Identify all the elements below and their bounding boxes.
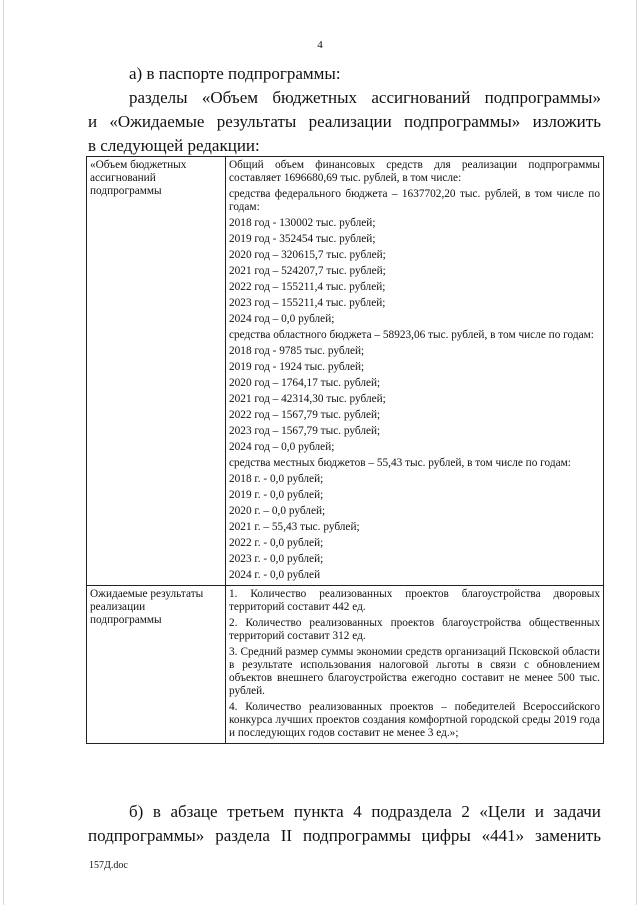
word: ассигнований (371, 88, 471, 107)
word: и (534, 802, 544, 821)
results-value-cell (226, 586, 604, 744)
word: 2 (461, 802, 470, 821)
scan-edge-right (636, 0, 637, 905)
outro-line-last (88, 824, 601, 848)
funding-entry: 2023 год – 1567,79 тыс. рублей; (229, 425, 381, 437)
intro-line-a: а) в паспорте подпрограммы: (129, 64, 341, 83)
page-number: 4 (317, 39, 323, 51)
word: «441» (481, 826, 525, 845)
word: задачи (553, 802, 601, 821)
funding-entry: средства местных бюджетов – 55,43 тыс. рублей, в том числе по годам: (229, 457, 571, 469)
funding-label-line: ассигнований (90, 172, 156, 184)
funding-entry: 2018 год - 130002 тыс. рублей; (229, 217, 376, 229)
passport-table (86, 156, 604, 744)
results-label-line: подпрограммы (90, 614, 162, 626)
funding-entry: 2023 год – 155211,4 тыс. рублей; (229, 297, 386, 309)
outro-line-b (129, 800, 601, 824)
intro-line-edition: в следующей редакции: (88, 136, 260, 155)
funding-entry: 2022 год – 1567,79 тыс. рублей; (229, 409, 381, 421)
table-row-results (87, 586, 604, 744)
word: пункта (293, 802, 344, 821)
results-entry: 1. Количество реализованных проектов благоустройства дворовых территорий составит 442 ед. (229, 588, 600, 613)
funding-entry: 2024 г. - 0,0 рублей (229, 569, 321, 581)
funding-entry: 2021 год – 524207,7 тыс. рублей; (229, 265, 386, 277)
intro-line-razdely (129, 86, 601, 110)
word: цифры (421, 826, 471, 845)
word: подпрограммы» (484, 88, 601, 107)
results-label-line: Ожидаемые результаты (90, 588, 204, 600)
funding-entry: 2019 год - 1924 тыс. рублей; (229, 361, 365, 373)
funding-entry: 2023 г. - 0,0 рублей; (229, 553, 324, 565)
word: в (152, 802, 161, 821)
footer-filename: 157Д.doc (89, 860, 128, 871)
funding-entry: 2018 год - 9785 тыс. рублей; (229, 345, 365, 357)
word: подпрограммы» (88, 826, 205, 845)
word: б) (129, 802, 144, 821)
funding-entry: 2020 г. – 0,0 рублей; (229, 505, 326, 517)
word: разделы (129, 88, 188, 107)
funding-entry: Общий объем финансовых средств для реализации подпрограммы составляет 1696680,69 тыс. рублей, в том числе: (229, 159, 600, 184)
funding-label-cell (87, 157, 226, 586)
word: раздела (215, 826, 270, 845)
word: «Объем (201, 88, 259, 107)
funding-entry: 2019 г. - 0,0 рублей; (229, 489, 324, 501)
word: заменить (535, 826, 601, 845)
results-entry: 2. Количество реализованных проектов благоустройства общественных территорий составит 312 ед. (229, 617, 600, 642)
funding-entry: 2022 г. - 0,0 рублей; (229, 537, 324, 549)
word: бюджетных (272, 88, 358, 107)
funding-value-cell (226, 157, 604, 586)
funding-entry: 2020 год – 1764,17 тыс. рублей; (229, 377, 381, 389)
word: «Цели (479, 802, 526, 821)
table-row-funding (87, 157, 604, 586)
intro-line-i (88, 110, 601, 134)
word: II (280, 826, 293, 845)
results-label-cell (87, 586, 226, 744)
word: и (88, 112, 98, 131)
funding-label-line: подпрограммы (90, 185, 162, 197)
funding-entry: 2022 год – 155211,4 тыс. рублей; (229, 281, 386, 293)
funding-entry: 2020 год – 320615,7 тыс. рублей; (229, 249, 386, 261)
funding-label-line: «Объем бюджетных (90, 159, 187, 171)
results-entry: 3. Средний размер суммы экономии средств организаций Псковской области в результате использования налоговой льготы в связи с обновлением объектов внешнего благоустройства ежегодно составит не менее 500 тыс. рублей. (229, 646, 600, 697)
funding-entry: средства областного бюджета – 58923,06 тыс. рублей, в том числе по годам: (229, 329, 594, 341)
word: изложить (532, 112, 601, 131)
word: результаты (216, 112, 297, 131)
word: «Ожидаемые (109, 112, 205, 131)
word: подпрограммы» (403, 112, 521, 131)
word: реализации (308, 112, 392, 131)
results-label-line: реализации (90, 601, 146, 613)
funding-entry: 2021 год – 42314,30 тыс. рублей; (229, 393, 386, 405)
funding-entry: 2019 год - 352454 тыс. рублей; (229, 233, 376, 245)
word: подпрограммы (302, 826, 411, 845)
funding-entry: 2024 год – 0,0 рублей; (229, 441, 335, 453)
funding-entry: 2021 г. – 55,43 тыс. рублей; (229, 521, 360, 533)
word: третьем (227, 802, 285, 821)
funding-entry: 2018 г. - 0,0 рублей; (229, 473, 324, 485)
word: 4 (353, 802, 362, 821)
funding-entry: 2024 год – 0,0 рублей; (229, 313, 335, 325)
funding-entry: средства федерального бюджета – 1637702,20 тыс. рублей, в том числе по годам: (229, 188, 600, 213)
word: абзаце (170, 802, 218, 821)
results-entry: 4. Количество реализованных проектов – победителей Всероссийского конкурса лучших проектов создания комфортной городской среды 2019 года и последующих годов составит не менее 3 ед.»; (229, 701, 600, 739)
word: подраздела (371, 802, 452, 821)
scan-edge-left (3, 0, 4, 905)
